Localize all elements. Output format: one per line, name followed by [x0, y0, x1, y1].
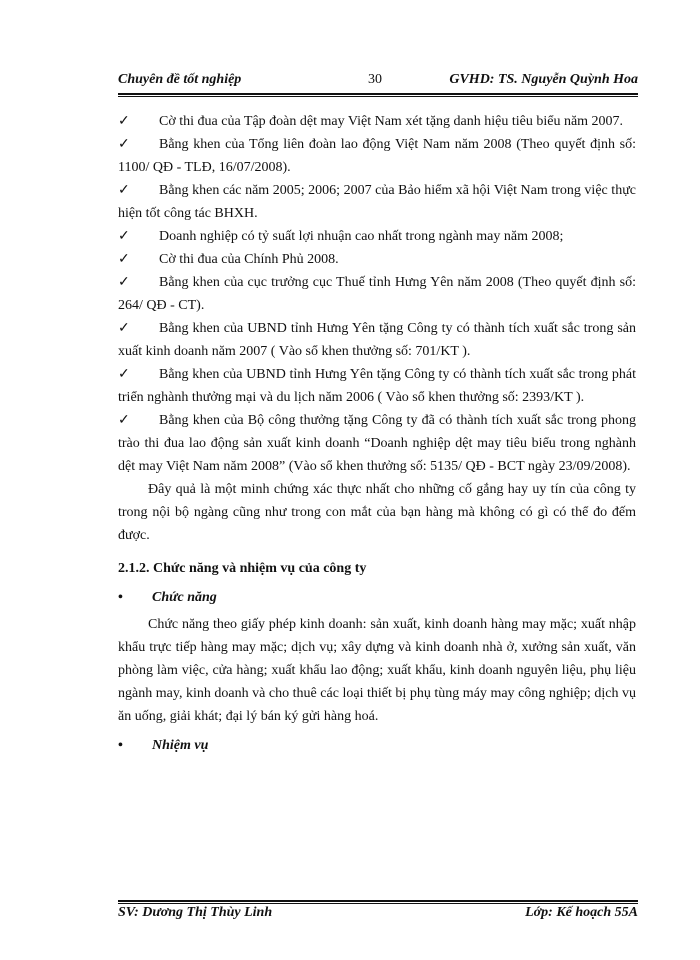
closing-paragraph: Đây quả là một minh chứng xác thực nhất cho những cố gắng hay uy tín của công ty trong nội bộ ngàng cũng như trong con mắt của bạn hàng mà không có gì có thể đo đếm được.	[118, 482, 636, 543]
footer-rule-thin	[118, 903, 638, 904]
bullet-icon: •	[118, 738, 123, 753]
award-item	[118, 363, 636, 409]
award-text: Cờ thi đua của Tập đoàn dệt may Việt Nam xét tặng danh hiệu tiêu biểu năm 2007.	[159, 114, 624, 129]
award-item	[118, 179, 636, 225]
header-rule	[118, 93, 638, 95]
page-body	[118, 110, 636, 761]
award-text: Bằng khen của Bộ công thưởng tặng Công ty đã có thành tích xuất sắc trong phong trào thi đua lao động sản xuất kinh doanh “Doanh nghiệp dệt may tiêu biểu trong nghành dệt may Việt Nam năm 2008” (Vào sổ khen thưởng số: 5135/ QĐ - BCT ngày 23/09/2008).	[118, 413, 636, 474]
functions-title: Chức năng	[152, 590, 217, 605]
page-number: 30	[368, 72, 382, 87]
award-item	[118, 248, 636, 271]
checkmark-icon: ✓	[118, 114, 130, 129]
award-text: Bằng khen của cục trưởng cục Thuế tỉnh Hưng Yên năm 2008 (Theo quyết định số: 264/ QĐ - CT).	[118, 275, 636, 313]
award-text: Doanh nghiệp có tỷ suất lợi nhuận cao nhất trong ngành may năm 2008;	[159, 229, 564, 244]
award-item	[118, 133, 636, 179]
award-text: Bằng khen các năm 2005; 2006; 2007 của Bảo hiểm xã hội Việt Nam trong việc thực hiện tốt công tác BHXH.	[118, 183, 636, 221]
footer-class: Lớp: Kế hoạch 55A	[525, 905, 638, 920]
header-document-type: Chuyên đề tốt nghiệp	[118, 72, 242, 87]
footer-student: SV: Dương Thị Thùy Linh	[118, 905, 273, 920]
award-item	[118, 271, 636, 317]
functions-heading	[118, 586, 636, 609]
checkmark-icon: ✓	[118, 137, 130, 152]
checkmark-icon: ✓	[118, 367, 130, 382]
award-item	[118, 225, 636, 248]
checkmark-icon: ✓	[118, 229, 130, 244]
section-heading: 2.1.2. Chức năng và nhiệm vụ của công ty	[118, 561, 367, 576]
footer-rule	[118, 900, 638, 902]
award-text: Bằng khen của UBND tỉnh Hưng Yên tặng Công ty có thành tích xuất sắc trong phát triển nghành thưởng mại và du lịch năm 2006 ( Vào sổ khen thưởng số: 2393/KT ).	[118, 367, 636, 405]
award-item	[118, 110, 636, 133]
functions-paragraph: Chức năng theo giấy phép kinh doanh: sản xuất, kinh doanh hàng may mặc; xuất nhập khẩu trực tiếp hàng may mặc; dịch vụ; xây dựng và kinh doanh nhà ở, xưởng sản xuất, văn phòng làm việc, cửa hàng; xuất khẩu lao động; xuất khẩu, kinh doanh nguyên liệu, phụ liệu ngành may, kinh doanh và cho thuê các loại thiết bị phụ tùng máy may công nghiệp; dịch vụ ăn uống, giải khát; đại lý bán ký gửi hàng hoá.	[118, 617, 636, 724]
bullet-icon: •	[118, 590, 123, 605]
award-text: Bằng khen của Tổng liên đoàn lao động Việt Nam năm 2008 (Theo quyết định số: 1100/ QĐ - TLĐ, 16/07/2008).	[118, 137, 636, 175]
checkmark-icon: ✓	[118, 252, 130, 267]
duties-title: Nhiệm vụ	[152, 738, 209, 753]
page-footer	[118, 905, 638, 925]
page-header	[118, 72, 638, 92]
award-text: Bằng khen của UBND tỉnh Hưng Yên tặng Công ty có thành tích xuất sắc trong sản xuất kinh doanh năm 2007 ( Vào sổ khen thưởng số: 701/KT ).	[118, 321, 636, 359]
checkmark-icon: ✓	[118, 413, 130, 428]
checkmark-icon: ✓	[118, 321, 130, 336]
header-rule-thin	[118, 96, 638, 97]
award-text: Cờ thi đua của Chính Phủ 2008.	[159, 252, 339, 267]
header-supervisor: GVHD: TS. Nguyễn Quỳnh Hoa	[449, 72, 638, 87]
checkmark-icon: ✓	[118, 275, 130, 290]
checkmark-icon: ✓	[118, 183, 130, 198]
award-item	[118, 409, 636, 478]
duties-heading	[118, 734, 636, 757]
award-item	[118, 317, 636, 363]
